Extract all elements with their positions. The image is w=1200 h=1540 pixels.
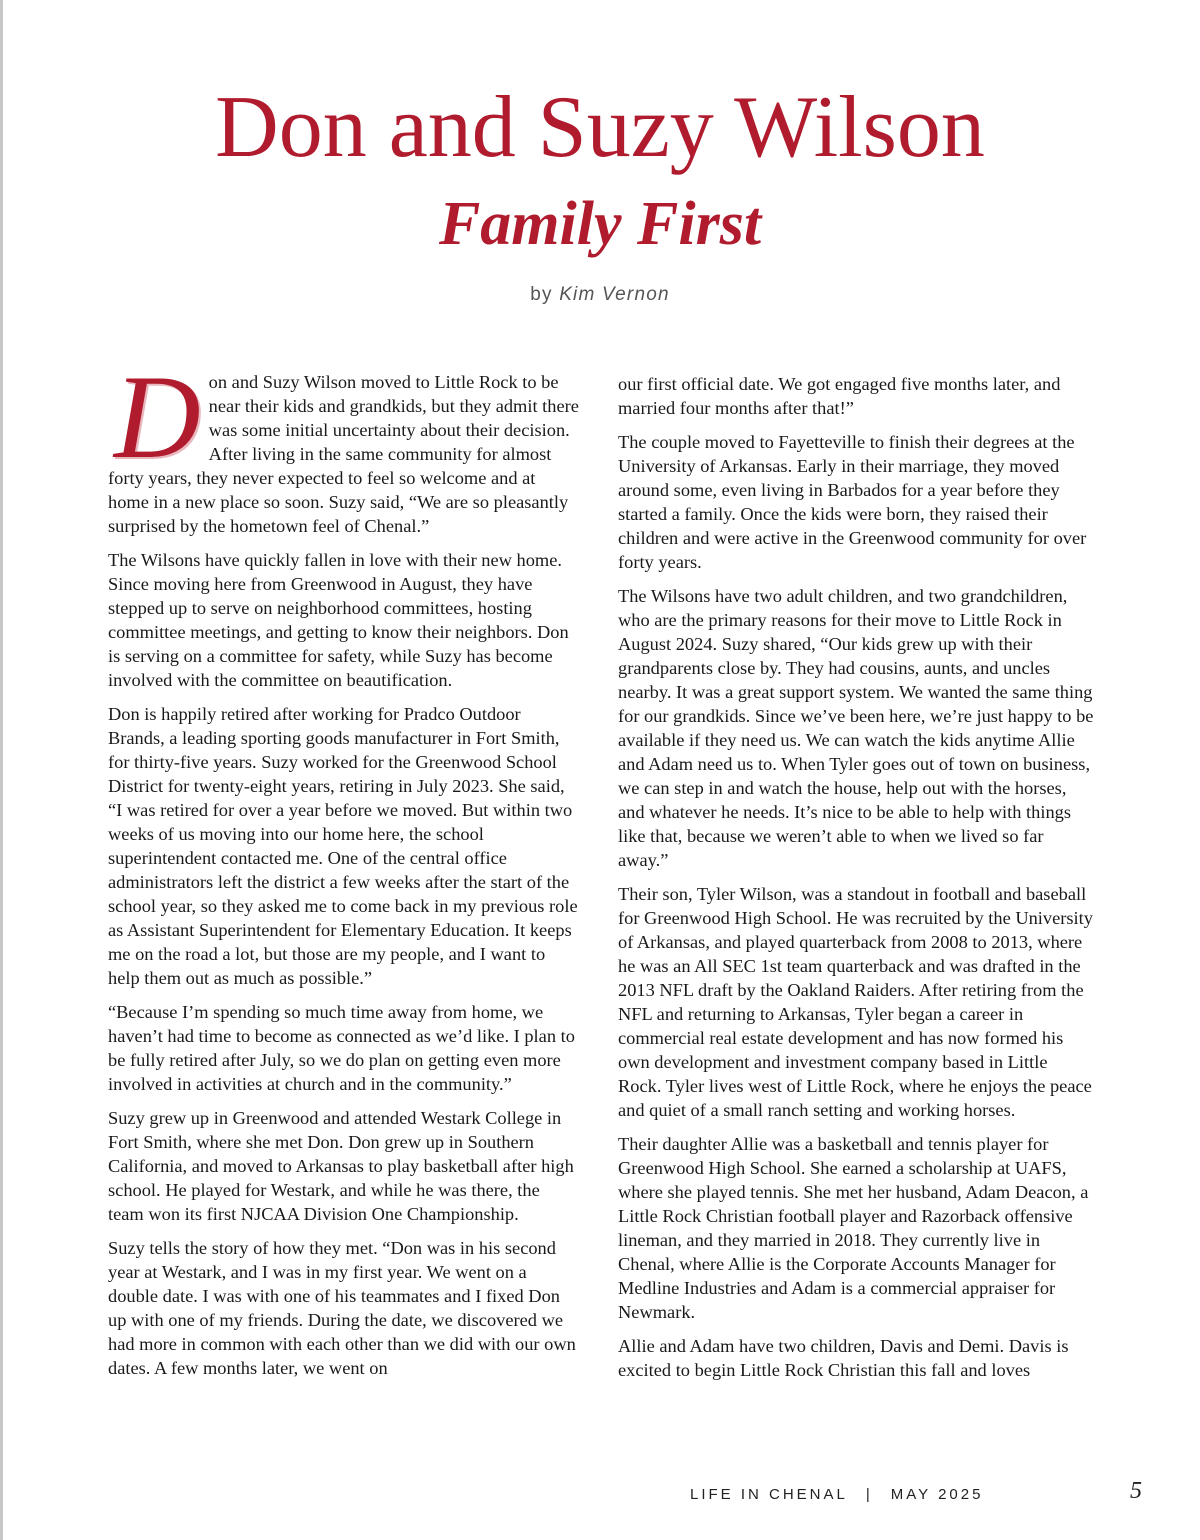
footer-issue: MAY 2025 bbox=[890, 1486, 984, 1503]
page-number: 5 bbox=[1130, 1478, 1142, 1504]
footer-publication: LIFE IN CHENAL bbox=[690, 1486, 848, 1503]
footer-separator: | bbox=[865, 1486, 873, 1503]
article-paragraph: The Wilsons have two adult children, and two grandchildren, who are the primary reasons for their move to Little Rock in August 2024. Suzy shared, “Our kids grew up with their grandparents close by. They had cousins, aunts, and uncles nearby. It was a great support system. We wanted the same thing for our grandkids. Since we’ve been here, we’re just happy to be available if they need us. We can watch the kids anytime Allie and Adam need us to. When Tyler goes out of town on business, we can step in and watch the house, help out with the horses, and whatever he needs. It’s nice to be able to help with things like that, because we weren’t able to when we lived so far away.” bbox=[618, 586, 1094, 870]
article-paragraph: Allie and Adam have two children, Davis and Demi. Davis is excited to begin Little Rock Christian this fall and loves bbox=[618, 1336, 1069, 1380]
byline-author: Kim Vernon bbox=[559, 284, 670, 305]
article-title: Don and Suzy Wilson bbox=[215, 79, 985, 176]
drop-cap: D bbox=[114, 350, 201, 483]
article-paragraph: Don and Suzy Wilson moved to Little Rock to be near their kids and grandkids, but they admit there was some initial uncertainty about their decision. After living in the same community for almost forty years, they never expected to feel so welcome and at home in a new place so soon. Suzy said, “We are so pleasantly surprised by the hometown feel of Chenal.” bbox=[108, 350, 579, 536]
article-column-left bbox=[108, 350, 580, 1390]
article-paragraph: Suzy grew up in Greenwood and attended Westark College in Fort Smith, where she met Don. Don grew up in Southern California, and moved to Arkansas to play basketball after high school. He played for Westark, and while he was there, the team won its first NJCAA Division One Championship. bbox=[108, 1108, 574, 1224]
article-paragraph: Don is happily retired after working for Pradco Outdoor Brands, a leading sporting goods manufacturer in Fort Smith, for thirty-five years. Suzy worked for the Greenwood School District for twenty-eight years, retiring in July 2023. She said, “I was retired for over a year before we moved. But within two weeks of us moving into our home here, the school superintendent contacted me. One of the central office administrators left the district a few weeks after the start of the school year, so they asked me to come back in my previous role as Assistant Superintendent for Elementary Education. It keeps me on the road a lot, but those are my people, and I want to help them out as much as possible.” bbox=[108, 704, 578, 988]
article-paragraph: The Wilsons have quickly fallen in love with their new home. Since moving here from Greenwood in August, they have stepped up to serve on neighborhood committees, hosting committee meetings, and getting to know their neighbors. Don is serving on a committee for safety, while Suzy has become involved with the committee on beautification. bbox=[108, 550, 569, 690]
article-paragraph: The couple moved to Fayetteville to finish their degrees at the University of Arkansas. Early in their marriage, they moved around some, even living in Barbados for a year before they started a family. Once the kids were born, they raised their children and were active in the Greenwood community for over forty years. bbox=[618, 432, 1087, 572]
article-column-right bbox=[618, 372, 1094, 1392]
article-paragraph: our first official date. We got engaged five months later, and married four months after that!” bbox=[618, 374, 1061, 418]
article-paragraph: “Because I’m spending so much time away from home, we haven’t had time to become as connected as we’d like. I plan to be fully retired after July, so we do plan on getting even more involved in activities at church and in the community.” bbox=[108, 1002, 575, 1094]
article-paragraph: Their son, Tyler Wilson, was a standout in football and baseball for Greenwood High School. He was recruited by the University of Arkansas, and played quarterback from 2008 to 2013, where he was an All SEC 1st team quarterback and was drafted in the 2013 NFL draft by the Oakland Raiders. After retiring from the NFL and returning to Arkansas, Tyler began a career in commercial real estate development and has now formed his own development and investment company based in Little Rock. Tyler lives west of Little Rock, where he enjoys the peace and quiet of a small ranch setting and working horses. bbox=[618, 884, 1093, 1120]
article-paragraph: Their daughter Allie was a basketball and tennis player for Greenwood High School. She earned a scholarship at UAFS, where she played tennis. She met her husband, Adam Deacon, a Little Rock Christian football player and Razorback offensive lineman, and they married in 2018. They currently live in Chenal, where Allie is the Corporate Accounts Manager for Medline Industries and Adam is a commercial appraiser for Newmark. bbox=[618, 1134, 1089, 1322]
page-footer bbox=[690, 1486, 983, 1503]
article-paragraph: Suzy tells the story of how they met. “Don was in his second year at Westark, and I was in my first year. We went on a double date. I was with one of his teammates and I fixed Don up with one of my friends. During the date, we discovered we had more in common with each other than we did with our own dates. A few months later, we went on bbox=[108, 1238, 576, 1378]
byline-prefix: by bbox=[530, 284, 553, 305]
article-subtitle: Family First bbox=[438, 190, 762, 258]
byline bbox=[0, 284, 1200, 306]
